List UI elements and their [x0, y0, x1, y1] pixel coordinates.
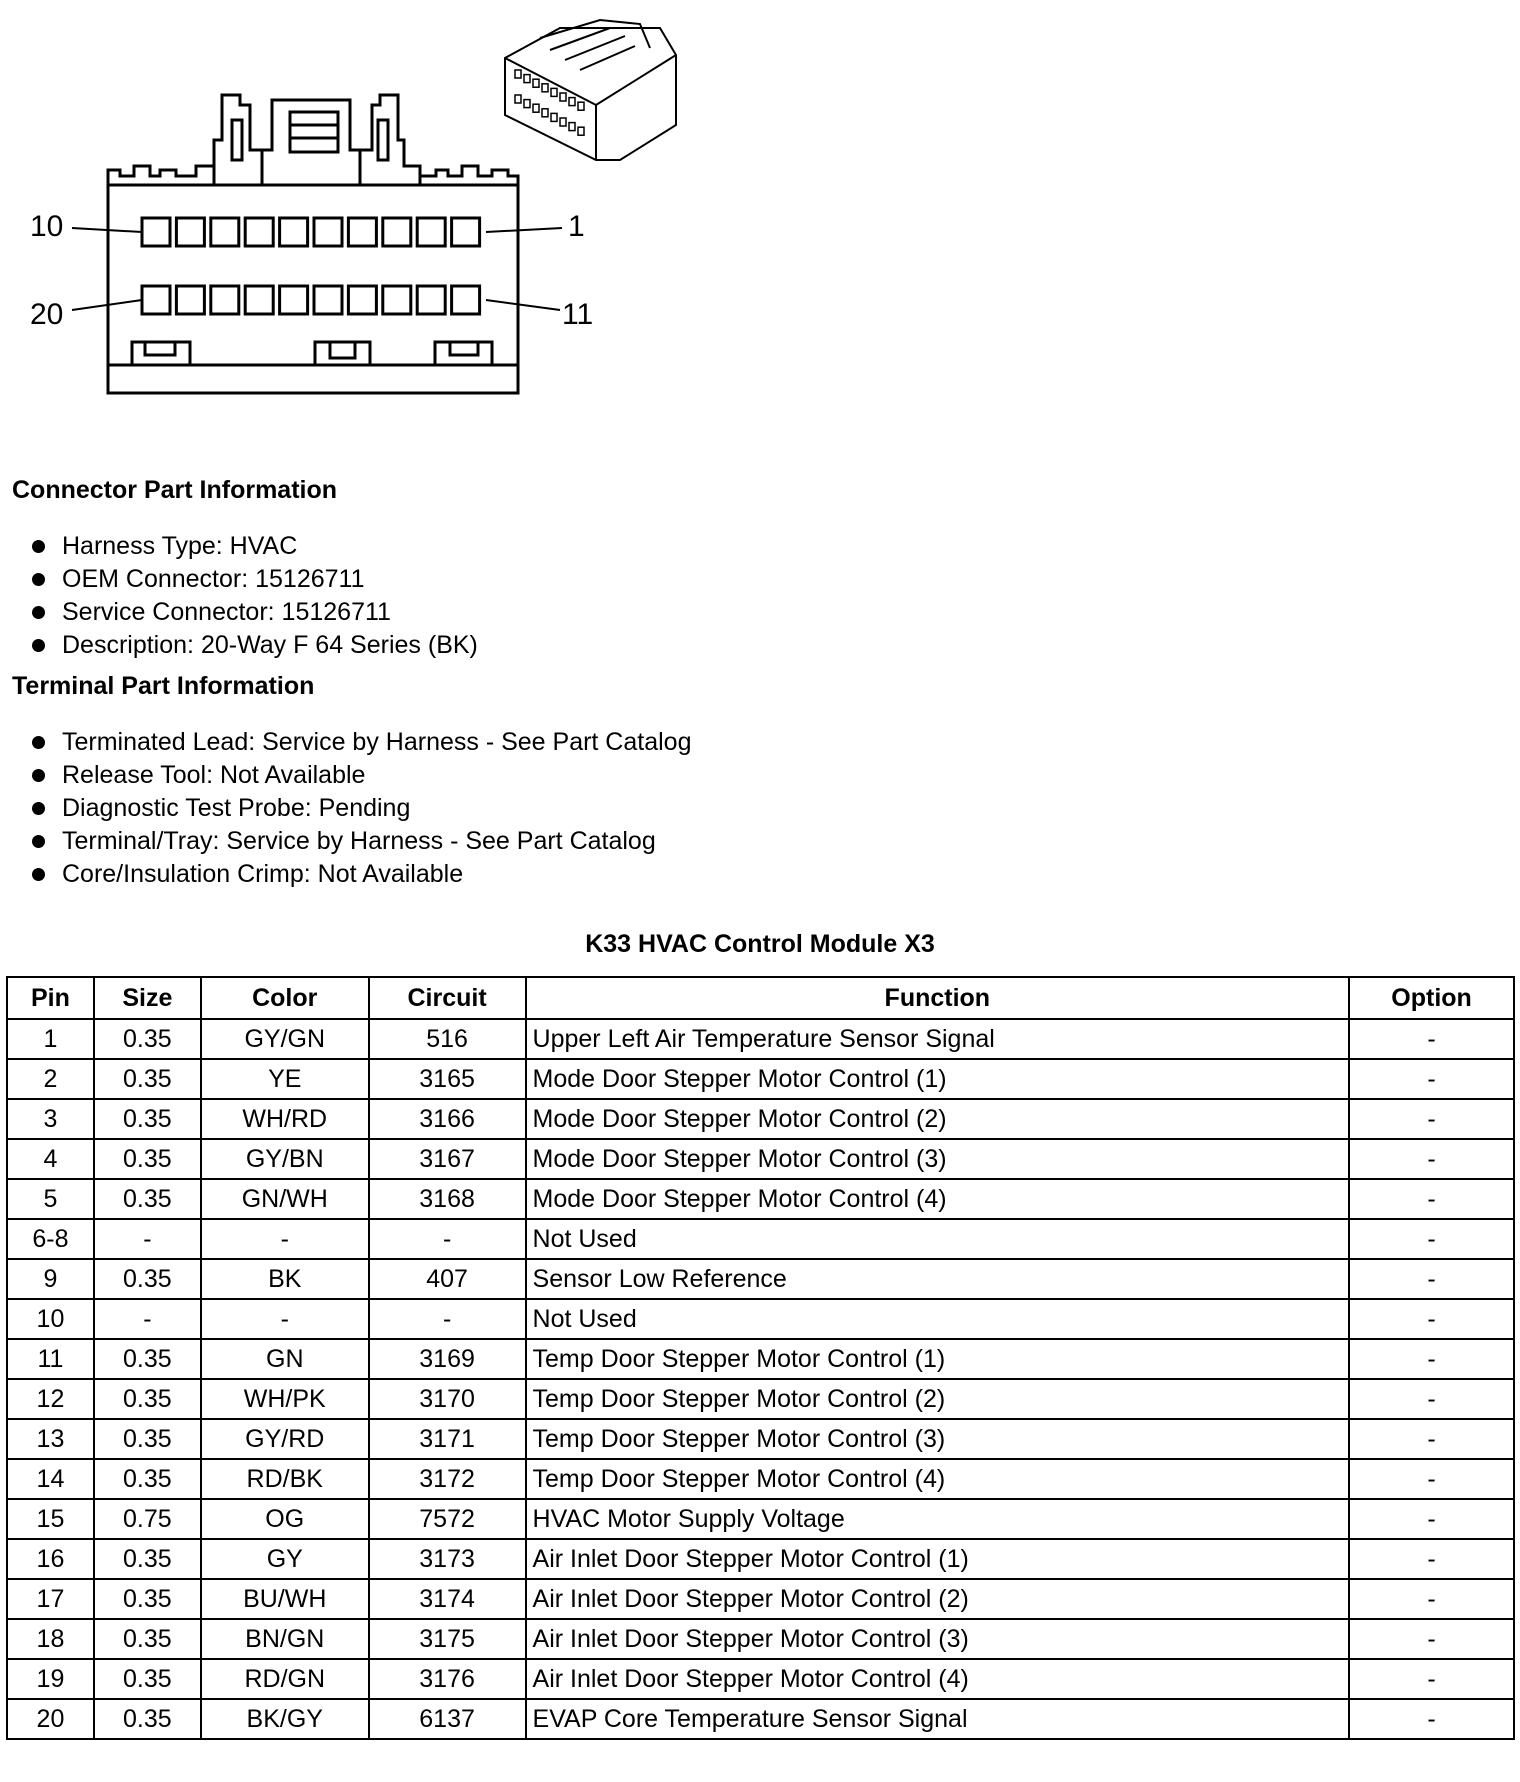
circuit-cell: -	[369, 1219, 526, 1259]
pin-cavity	[417, 218, 445, 246]
color-cell: BN/GN	[201, 1619, 369, 1659]
option-cell: -	[1349, 1139, 1514, 1179]
pin-cell: 15	[7, 1499, 94, 1539]
table-row	[7, 1059, 1514, 1099]
column-header: Option	[1349, 977, 1514, 1019]
pin-cavity	[452, 286, 480, 314]
circuit-cell: -	[369, 1299, 526, 1339]
table-row	[7, 1019, 1514, 1059]
pin-cavity	[142, 286, 170, 314]
pin-cavity	[176, 286, 204, 314]
function-cell: Mode Door Stepper Motor Control (1)	[526, 1059, 1350, 1099]
pin-cavity	[383, 286, 411, 314]
function-cell: Not Used	[526, 1299, 1350, 1339]
size-cell: -	[94, 1299, 201, 1339]
pin-cell: 11	[7, 1339, 94, 1379]
pin-cell: 14	[7, 1459, 94, 1499]
size-cell: 0.35	[94, 1539, 201, 1579]
pin-label-20: 20	[30, 298, 64, 331]
pin-label-1: 1	[568, 210, 585, 243]
pin-cavity	[314, 218, 342, 246]
pin-cell: 10	[7, 1299, 94, 1339]
connector-top-outline	[108, 95, 518, 185]
table-row	[7, 1259, 1514, 1299]
pin-cavity	[245, 286, 273, 314]
pin-cell: 2	[7, 1059, 94, 1099]
table-title: K33 HVAC Control Module X3	[585, 930, 935, 958]
table-row	[7, 1659, 1514, 1699]
function-cell: Air Inlet Door Stepper Motor Control (2)	[526, 1579, 1350, 1619]
option-cell: -	[1349, 1459, 1514, 1499]
pin-cavity	[314, 286, 342, 314]
iso-pin-cavity	[578, 127, 584, 135]
size-cell: 0.35	[94, 1699, 201, 1739]
function-cell: Temp Door Stepper Motor Control (4)	[526, 1459, 1350, 1499]
option-cell: -	[1349, 1699, 1514, 1739]
terminal-info-item: Terminated Lead: Service by Harness - See Part Catalog	[28, 726, 691, 759]
terminal-info-item: Core/Insulation Crimp: Not Available	[28, 858, 691, 891]
size-cell: 0.35	[94, 1259, 201, 1299]
pin-cavity	[348, 286, 376, 314]
size-cell: 0.35	[94, 1139, 201, 1179]
pin-cell: 17	[7, 1579, 94, 1619]
size-cell: 0.35	[94, 1179, 201, 1219]
iso-pin-cavity	[551, 113, 557, 121]
function-cell: Not Used	[526, 1219, 1350, 1259]
connector-info-item: Description: 20-Way F 64 Series (BK)	[28, 629, 478, 662]
size-cell: 0.35	[94, 1419, 201, 1459]
pin-cell: 16	[7, 1539, 94, 1579]
circuit-cell: 7572	[369, 1499, 526, 1539]
function-cell: Sensor Low Reference	[526, 1259, 1350, 1299]
pin-cell: 6-8	[7, 1219, 94, 1259]
circuit-cell: 516	[369, 1019, 526, 1059]
circuit-cell: 6137	[369, 1699, 526, 1739]
pin-cavities	[142, 218, 480, 314]
pin-cavity	[245, 218, 273, 246]
connector-info-item: Service Connector: 15126711	[28, 596, 478, 629]
color-cell: GN	[201, 1339, 369, 1379]
iso-pin-cavity	[515, 70, 521, 78]
terminal-info-list	[28, 726, 691, 891]
option-cell: -	[1349, 1619, 1514, 1659]
pin-cell: 18	[7, 1619, 94, 1659]
terminal-info-item: Release Tool: Not Available	[28, 759, 691, 792]
table-row	[7, 1699, 1514, 1739]
size-cell: 0.35	[94, 1099, 201, 1139]
iso-pin-cavity	[515, 95, 521, 103]
function-cell: Air Inlet Door Stepper Motor Control (4)	[526, 1659, 1350, 1699]
pin-cavity	[348, 218, 376, 246]
terminal-section-title: Terminal Part Information	[12, 672, 315, 700]
circuit-cell: 3166	[369, 1099, 526, 1139]
function-cell: Temp Door Stepper Motor Control (3)	[526, 1419, 1350, 1459]
column-header: Function	[526, 977, 1350, 1019]
color-cell: GN/WH	[201, 1179, 369, 1219]
table-row	[7, 1579, 1514, 1619]
option-cell: -	[1349, 1339, 1514, 1379]
column-header: Color	[201, 977, 369, 1019]
circuit-cell: 3171	[369, 1419, 526, 1459]
function-cell: Mode Door Stepper Motor Control (3)	[526, 1139, 1350, 1179]
pin-cell: 12	[7, 1379, 94, 1419]
table-row	[7, 1099, 1514, 1139]
connector-section-title: Connector Part Information	[12, 476, 338, 504]
iso-pin-cavity	[542, 109, 548, 117]
pin-cavity	[280, 286, 308, 314]
circuit-cell: 3175	[369, 1619, 526, 1659]
option-cell: -	[1349, 1099, 1514, 1139]
iso-pin-cavity	[560, 93, 566, 101]
color-cell: BU/WH	[201, 1579, 369, 1619]
iso-pin-cavity	[569, 98, 575, 106]
size-cell: 0.35	[94, 1659, 201, 1699]
pin-cavity	[211, 286, 239, 314]
connector-info-list	[28, 530, 478, 662]
pin-cavity	[142, 218, 170, 246]
size-cell: 0.35	[94, 1379, 201, 1419]
pin-cavity	[452, 218, 480, 246]
circuit-cell: 3172	[369, 1459, 526, 1499]
pin-label-11: 11	[562, 298, 594, 331]
table-row	[7, 1339, 1514, 1379]
iso-pin-cavity	[533, 79, 539, 87]
function-cell: Air Inlet Door Stepper Motor Control (1)	[526, 1539, 1350, 1579]
column-header: Pin	[7, 977, 94, 1019]
pin-cell: 3	[7, 1099, 94, 1139]
color-cell: RD/BK	[201, 1459, 369, 1499]
circuit-cell: 3169	[369, 1339, 526, 1379]
function-cell: HVAC Motor Supply Voltage	[526, 1499, 1350, 1539]
option-cell: -	[1349, 1259, 1514, 1299]
circuit-cell: 3165	[369, 1059, 526, 1099]
color-cell: WH/RD	[201, 1099, 369, 1139]
option-cell: -	[1349, 1659, 1514, 1699]
circuit-cell: 3167	[369, 1139, 526, 1179]
size-cell: -	[94, 1219, 201, 1259]
option-cell: -	[1349, 1219, 1514, 1259]
function-cell: Temp Door Stepper Motor Control (2)	[526, 1379, 1350, 1419]
option-cell: -	[1349, 1579, 1514, 1619]
pin-cell: 1	[7, 1019, 94, 1059]
function-cell: EVAP Core Temperature Sensor Signal	[526, 1699, 1350, 1739]
table-row	[7, 1619, 1514, 1659]
table-row	[7, 1499, 1514, 1539]
color-cell: GY/GN	[201, 1019, 369, 1059]
connector-diagram	[0, 0, 1520, 420]
option-cell: -	[1349, 1019, 1514, 1059]
pin-cavity	[417, 286, 445, 314]
color-cell: -	[201, 1299, 369, 1339]
color-cell: WH/PK	[201, 1379, 369, 1419]
iso-pin-cavity	[542, 84, 548, 92]
option-cell: -	[1349, 1179, 1514, 1219]
pin-cell: 13	[7, 1419, 94, 1459]
circuit-cell: 3174	[369, 1579, 526, 1619]
pin-cavity	[211, 218, 239, 246]
terminal-info-item: Terminal/Tray: Service by Harness - See Part Catalog	[28, 825, 691, 858]
iso-pin-cavity	[551, 88, 557, 96]
circuit-cell: 3173	[369, 1539, 526, 1579]
size-cell: 0.35	[94, 1019, 201, 1059]
pin-cavity	[383, 218, 411, 246]
color-cell: -	[201, 1219, 369, 1259]
connector-info-item: OEM Connector: 15126711	[28, 563, 478, 596]
table-row	[7, 1419, 1514, 1459]
option-cell: -	[1349, 1419, 1514, 1459]
circuit-cell: 3176	[369, 1659, 526, 1699]
iso-pin-cavity	[533, 104, 539, 112]
table-row	[7, 1459, 1514, 1499]
circuit-cell: 3168	[369, 1179, 526, 1219]
size-cell: 0.35	[94, 1579, 201, 1619]
connector-info-item: Harness Type: HVAC	[28, 530, 478, 563]
pin-cell: 5	[7, 1179, 94, 1219]
function-cell: Temp Door Stepper Motor Control (1)	[526, 1339, 1350, 1379]
pinout-table	[6, 976, 1515, 1740]
pin-cell: 9	[7, 1259, 94, 1299]
color-cell: YE	[201, 1059, 369, 1099]
size-cell: 0.75	[94, 1499, 201, 1539]
pin-cavity	[176, 218, 204, 246]
option-cell: -	[1349, 1499, 1514, 1539]
color-cell: OG	[201, 1499, 369, 1539]
size-cell: 0.35	[94, 1059, 201, 1099]
color-cell: GY/RD	[201, 1419, 369, 1459]
table-row	[7, 1179, 1514, 1219]
iso-pin-cavity	[524, 100, 530, 108]
color-cell: BK/GY	[201, 1699, 369, 1739]
iso-pin-cavity	[524, 75, 530, 83]
iso-pin-cavity	[578, 102, 584, 110]
table-row	[7, 1139, 1514, 1179]
size-cell: 0.35	[94, 1339, 201, 1379]
pin-cell: 19	[7, 1659, 94, 1699]
circuit-cell: 407	[369, 1259, 526, 1299]
size-cell: 0.35	[94, 1619, 201, 1659]
connector-isometric-illustration	[505, 20, 676, 160]
table-row	[7, 1379, 1514, 1419]
pin-label-10: 10	[30, 210, 64, 243]
table-header-row	[7, 977, 1514, 1019]
table-row	[7, 1539, 1514, 1579]
pin-cell: 20	[7, 1699, 94, 1739]
connector-bottom-keys	[132, 342, 492, 365]
column-header: Size	[94, 977, 201, 1019]
function-cell: Mode Door Stepper Motor Control (4)	[526, 1179, 1350, 1219]
option-cell: -	[1349, 1059, 1514, 1099]
terminal-info-item: Diagnostic Test Probe: Pending	[28, 792, 691, 825]
size-cell: 0.35	[94, 1459, 201, 1499]
table-row	[7, 1219, 1514, 1259]
color-cell: BK	[201, 1259, 369, 1299]
pin-cell: 4	[7, 1139, 94, 1179]
circuit-cell: 3170	[369, 1379, 526, 1419]
option-cell: -	[1349, 1539, 1514, 1579]
table-row	[7, 1299, 1514, 1339]
color-cell: RD/GN	[201, 1659, 369, 1699]
option-cell: -	[1349, 1379, 1514, 1419]
function-cell: Upper Left Air Temperature Sensor Signal	[526, 1019, 1350, 1059]
color-cell: GY/BN	[201, 1139, 369, 1179]
iso-pin-cavity	[560, 118, 566, 126]
pin-cavity	[280, 218, 308, 246]
column-header: Circuit	[369, 977, 526, 1019]
function-cell: Air Inlet Door Stepper Motor Control (3)	[526, 1619, 1350, 1659]
color-cell: GY	[201, 1539, 369, 1579]
function-cell: Mode Door Stepper Motor Control (2)	[526, 1099, 1350, 1139]
iso-pin-cavity	[569, 123, 575, 131]
option-cell: -	[1349, 1299, 1514, 1339]
